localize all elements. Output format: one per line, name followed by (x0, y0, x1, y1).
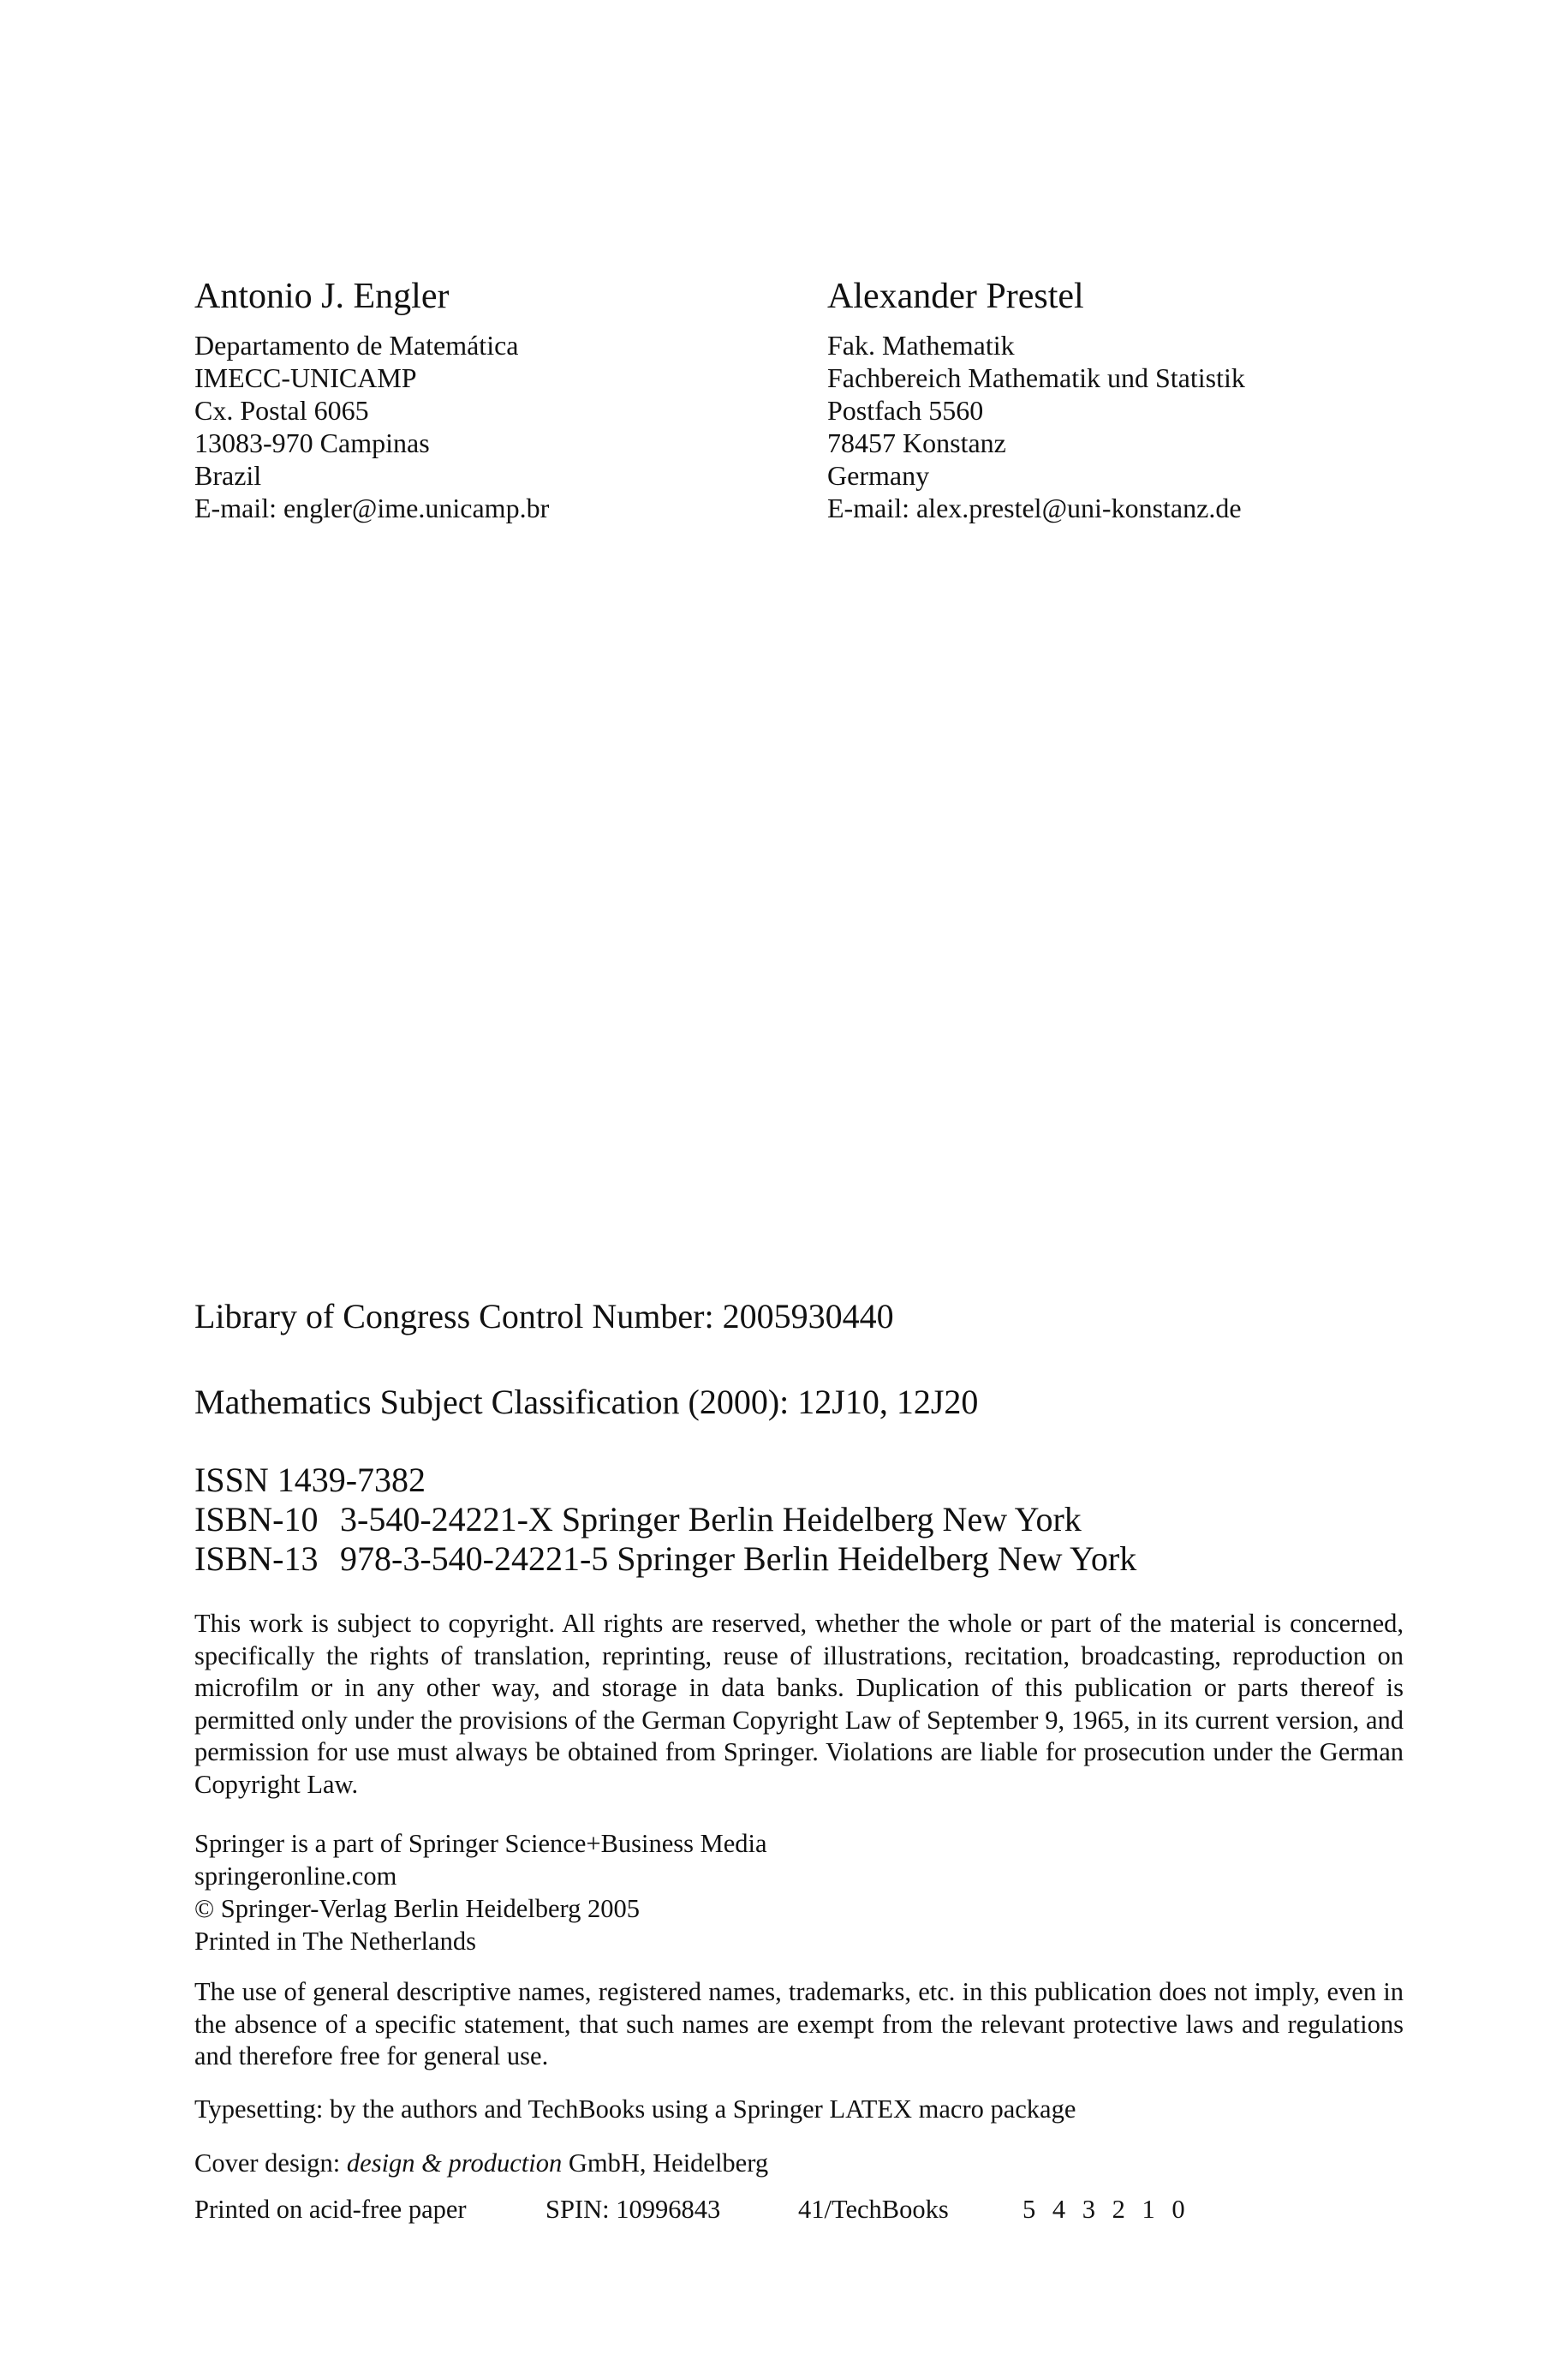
printing-sequence: 5 4 3 2 1 0 (1022, 2195, 1190, 2224)
address-line: Brazil (194, 460, 262, 491)
cover-design-line (194, 2147, 768, 2179)
isbn-10-label: ISBN-10 (194, 1500, 319, 1539)
address-line: IMECC-UNICAMP (194, 362, 417, 393)
copyright-notice: This work is subject to copyright. All rights are reserved, whether the whole or part of the material is concerned, specifically the rights of translation, reprinting, reuse of illustrations, recitation, broadcasting, reproduction on microfilm or in any other way, and storage in data banks. Duplication of this publication or parts thereof is permitted only under the provisions of the German Copyright Law of September 9, 1965, in its current version, and permission for use must always be obtained from Springer. Violations are liable for prosecution under the German Copyright Law. (194, 1609, 1404, 1799)
isbn-13-value: 978-3-540-24221-5 Springer Berlin Heidelberg New York (340, 1539, 1137, 1578)
print-code: 41/TechBooks (798, 2195, 949, 2224)
author-block-engler (194, 272, 794, 524)
cover-prefix: Cover design: (194, 2148, 347, 2178)
address-line: Departamento de Matemática (194, 330, 519, 361)
trademark-notice: The use of general descriptive names, registered names, trademarks, etc. in this publication does not imply, even in the absence of a specific statement, that such names are exempt from the relevant protective laws and regulations and therefore free for general use. (194, 1977, 1404, 2070)
typesetting-line: Typesetting: by the authors and TechBooks using a Springer LATEX macro package (194, 2094, 1076, 2124)
address-line: Cx. Postal 6065 (194, 395, 369, 426)
spin-number: SPIN: 10996843 (546, 2195, 721, 2224)
author-block-prestel (827, 272, 1444, 524)
address-line: 13083-970 Campinas (194, 427, 430, 458)
acid-free-paper: Printed on acid-free paper (194, 2195, 467, 2224)
isbn-13-label: ISBN-13 (194, 1539, 319, 1578)
address-line: Fachbereich Mathematik und Statistik (827, 362, 1245, 393)
identifier-block (194, 1461, 1136, 1579)
printed-in-line: Printed in The Netherlands (194, 1927, 476, 1956)
isbn-10 (194, 1500, 1136, 1539)
author-name: Alexander Prestel (827, 277, 1084, 316)
address-line: 78457 Konstanz (827, 427, 1006, 458)
subject-classification: Mathematics Subject Classification (2000): 12J10, 12J20 (194, 1383, 979, 1421)
author-email: E-mail: alex.prestel@uni-konstanz.de (827, 493, 1242, 523)
author-name: Antonio J. Engler (194, 277, 450, 316)
publisher-website: springeronline.com (194, 1861, 397, 1891)
address-line: Postfach 5560 (827, 395, 984, 426)
address-line: Germany (827, 460, 930, 491)
author-email: E-mail: engler@ime.unicamp.br (194, 493, 550, 523)
publisher-block (194, 1827, 767, 1957)
isbn-10-value: 3-540-24221-X Springer Berlin Heidelberg New York (340, 1500, 1082, 1539)
library-of-congress-number: Library of Congress Control Number: 2005930440 (194, 1297, 894, 1335)
issn: ISSN 1439-7382 (194, 1461, 426, 1499)
address-line: Fak. Mathematik (827, 330, 1015, 361)
cover-suffix: GmbH, Heidelberg (562, 2148, 769, 2178)
publisher-line: Springer is a part of Springer Science+Business Media (194, 1829, 767, 1858)
cover-designer: design & production (346, 2148, 563, 2178)
copyright-line: © Springer-Verlag Berlin Heidelberg 2005 (194, 1894, 641, 1923)
isbn-13 (194, 1539, 1136, 1579)
